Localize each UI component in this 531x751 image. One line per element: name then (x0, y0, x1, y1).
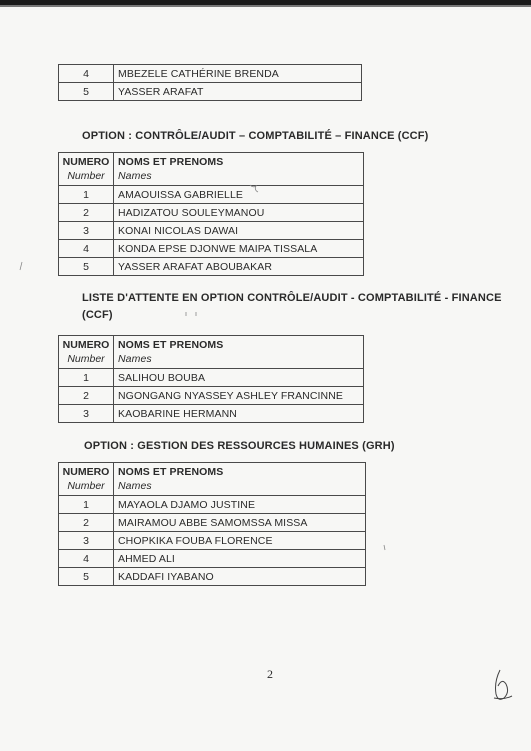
noms-label: NOMS ET PRENOMS (118, 466, 224, 478)
row-number: 4 (59, 550, 114, 568)
row-name: SALIHOU BOUBA (114, 369, 364, 387)
row-number: 2 (59, 514, 114, 532)
numero-label: NUMERO (62, 466, 110, 478)
page-number: 2 (267, 667, 273, 681)
numero-label: NUMERO (62, 339, 110, 351)
row-name: MAIRAMOU ABBE SAMOMSSA MISSA (114, 514, 366, 532)
names-label: Names (118, 480, 152, 492)
names-label: Names (118, 170, 152, 182)
row-name: KADDAFI IYABANO (114, 568, 366, 586)
ink-speck (384, 545, 385, 550)
row-number: 5 (59, 83, 114, 101)
number-label: Number (67, 170, 105, 182)
row-number: 5 (59, 258, 114, 276)
numero-label: NUMERO (62, 156, 110, 168)
row-name: KONDA EPSE DJONWE MAIPA TISSALA (114, 240, 364, 258)
row-number: 3 (59, 405, 114, 423)
row-name: MBEZELE CATHÉRINE BRENDA (114, 65, 362, 83)
row-name: HADIZATOU SOULEYMANOU (114, 204, 364, 222)
noms-label: NOMS ET PRENOMS (118, 156, 224, 168)
row-number: 2 (59, 387, 114, 405)
row-number: 5 (59, 568, 114, 586)
row-name: YASSER ARAFAT (114, 83, 362, 101)
number-label: Number (67, 353, 105, 365)
ccf-heading: OPTION : CONTRÔLE/AUDIT – COMPTABILITÉ – FINANCE (CCF) (82, 130, 429, 142)
row-name: CHOPKIKA FOUBA FLORENCE (114, 532, 366, 550)
row-number: 1 (59, 496, 114, 514)
row-name: AMAOUISSA GABRIELLE (114, 186, 364, 204)
number-label: Number (67, 480, 105, 492)
ink-speck (20, 262, 22, 270)
row-name: NGONGANG NYASSEY ASHLEY FRANCINNE (114, 387, 364, 405)
row-number: 4 (59, 65, 114, 83)
initials-signature (494, 670, 512, 699)
ink-speck (186, 312, 196, 316)
row-number: 1 (59, 369, 114, 387)
waitlist-heading-line2: (CCF) (82, 309, 113, 321)
row-name: KONAI NICOLAS DAWAI (114, 222, 364, 240)
waitlist-heading-line1: LISTE D'ATTENTE EN OPTION CONTRÔLE/AUDIT - COMPTABILITÉ - FINANCE (82, 292, 502, 304)
row-name: MAYAOLA DJAMO JUSTINE (114, 496, 366, 514)
row-number: 1 (59, 186, 114, 204)
row-name: YASSER ARAFAT ABOUBAKAR (114, 258, 364, 276)
row-number: 4 (59, 240, 114, 258)
row-number: 3 (59, 222, 114, 240)
row-number: 2 (59, 204, 114, 222)
noms-label: NOMS ET PRENOMS (118, 339, 224, 351)
row-name: AHMED ALI (114, 550, 366, 568)
row-name: KAOBARINE HERMANN (114, 405, 364, 423)
names-label: Names (118, 353, 152, 365)
grh-heading: OPTION : GESTION DES RESSOURCES HUMAINES (GRH) (84, 440, 395, 452)
ink-speck (250, 185, 258, 192)
row-number: 3 (59, 532, 114, 550)
